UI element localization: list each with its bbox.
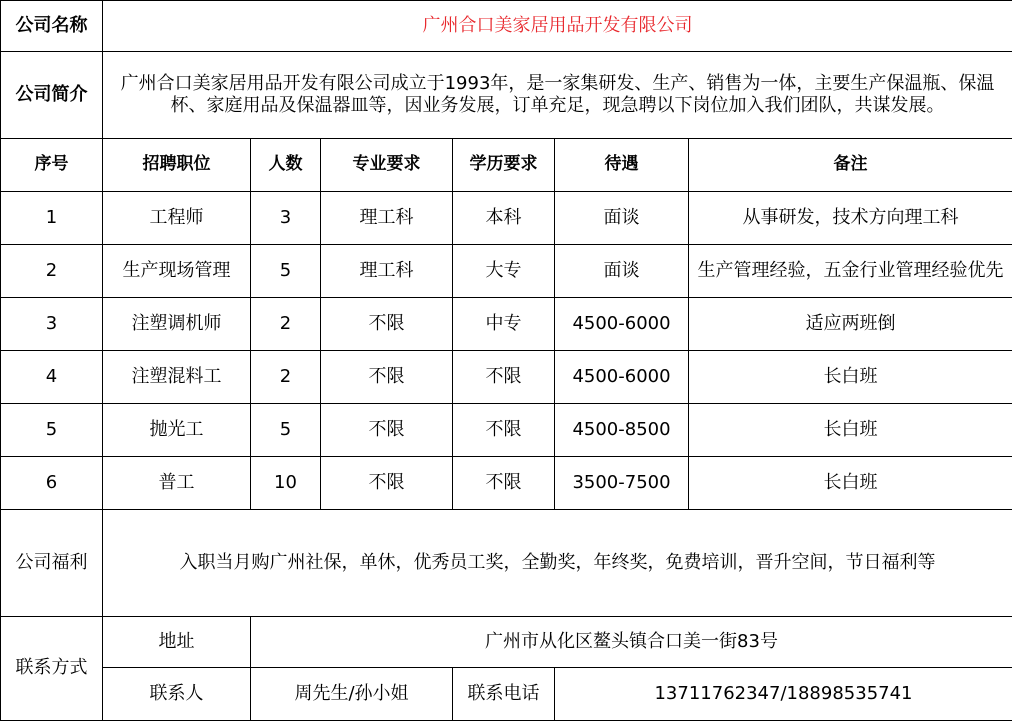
row-index: 1 <box>1 192 103 245</box>
phone-value: 13711762347/18898535741 <box>555 668 1012 721</box>
row-position: 抛光工 <box>103 404 251 457</box>
row-index: 3 <box>1 298 103 351</box>
row-index: 4 <box>1 351 103 404</box>
row-education: 本科 <box>453 192 555 245</box>
row-education: 中专 <box>453 298 555 351</box>
row-salary: 3500-7500 <box>555 457 689 510</box>
address-value: 广州市从化区鳌头镇合口美一街83号 <box>251 617 1012 668</box>
row-position: 工程师 <box>103 192 251 245</box>
row-index: 6 <box>1 457 103 510</box>
row-position: 注塑调机师 <box>103 298 251 351</box>
row-salary: 4500-6000 <box>555 298 689 351</box>
row-salary: 面谈 <box>555 245 689 298</box>
header-count: 人数 <box>251 139 321 192</box>
table-row <box>1 457 1012 510</box>
row-major: 理工科 <box>321 245 453 298</box>
header-salary: 待遇 <box>555 139 689 192</box>
contact-person-label: 联系人 <box>103 668 251 721</box>
phone-label: 联系电话 <box>453 668 555 721</box>
row-count: 2 <box>251 351 321 404</box>
table-header-row <box>1 139 1012 192</box>
table-row <box>1 192 1012 245</box>
company-intro-label: 公司简介 <box>1 52 103 139</box>
header-major: 专业要求 <box>321 139 453 192</box>
contact-person-row <box>1 668 1012 721</box>
company-name-row <box>1 1 1012 52</box>
contact-person-value: 周先生/孙小姐 <box>251 668 453 721</box>
row-education: 大专 <box>453 245 555 298</box>
header-index: 序号 <box>1 139 103 192</box>
address-label: 地址 <box>103 617 251 668</box>
table-row <box>1 298 1012 351</box>
header-position: 招聘职位 <box>103 139 251 192</box>
header-notes: 备注 <box>689 139 1012 192</box>
row-notes: 生产管理经验，五金行业管理经验优先 <box>689 245 1012 298</box>
row-major: 理工科 <box>321 192 453 245</box>
row-notes: 从事研发，技术方向理工科 <box>689 192 1012 245</box>
row-notes: 长白班 <box>689 404 1012 457</box>
table-row <box>1 245 1012 298</box>
welfare-label: 公司福利 <box>1 510 103 617</box>
row-salary: 4500-8500 <box>555 404 689 457</box>
row-major: 不限 <box>321 457 453 510</box>
row-count: 5 <box>251 404 321 457</box>
row-salary: 面谈 <box>555 192 689 245</box>
row-count: 3 <box>251 192 321 245</box>
row-count: 5 <box>251 245 321 298</box>
table-row <box>1 351 1012 404</box>
row-major: 不限 <box>321 298 453 351</box>
row-notes: 长白班 <box>689 351 1012 404</box>
row-position: 生产现场管理 <box>103 245 251 298</box>
row-index: 5 <box>1 404 103 457</box>
row-position: 注塑混料工 <box>103 351 251 404</box>
row-index: 2 <box>1 245 103 298</box>
welfare-text: 入职当月购广州社保，单休，优秀员工奖，全勤奖，年终奖，免费培训，晋升空间，节日福利等 <box>103 510 1012 617</box>
row-major: 不限 <box>321 404 453 457</box>
company-name-label: 公司名称 <box>1 1 103 52</box>
contact-label: 联系方式 <box>1 617 103 721</box>
row-salary: 4500-6000 <box>555 351 689 404</box>
row-education: 不限 <box>453 457 555 510</box>
row-education: 不限 <box>453 404 555 457</box>
welfare-row <box>1 510 1012 617</box>
company-intro-row <box>1 52 1012 139</box>
row-position: 普工 <box>103 457 251 510</box>
row-count: 10 <box>251 457 321 510</box>
address-row <box>1 617 1012 668</box>
company-name: 广州合口美家居用品开发有限公司 <box>103 1 1012 52</box>
row-major: 不限 <box>321 351 453 404</box>
row-notes: 长白班 <box>689 457 1012 510</box>
row-education: 不限 <box>453 351 555 404</box>
row-notes: 适应两班倒 <box>689 298 1012 351</box>
company-intro-text: 广州合口美家居用品开发有限公司成立于1993年，是一家集研发、生产、销售为一体，主要生产保温瓶、保温杯、家庭用品及保温器皿等，因业务发展，订单充足，现急聘以下岗位加入我们团队，共谋发展。 <box>103 52 1012 139</box>
table-row <box>1 404 1012 457</box>
row-count: 2 <box>251 298 321 351</box>
header-education: 学历要求 <box>453 139 555 192</box>
